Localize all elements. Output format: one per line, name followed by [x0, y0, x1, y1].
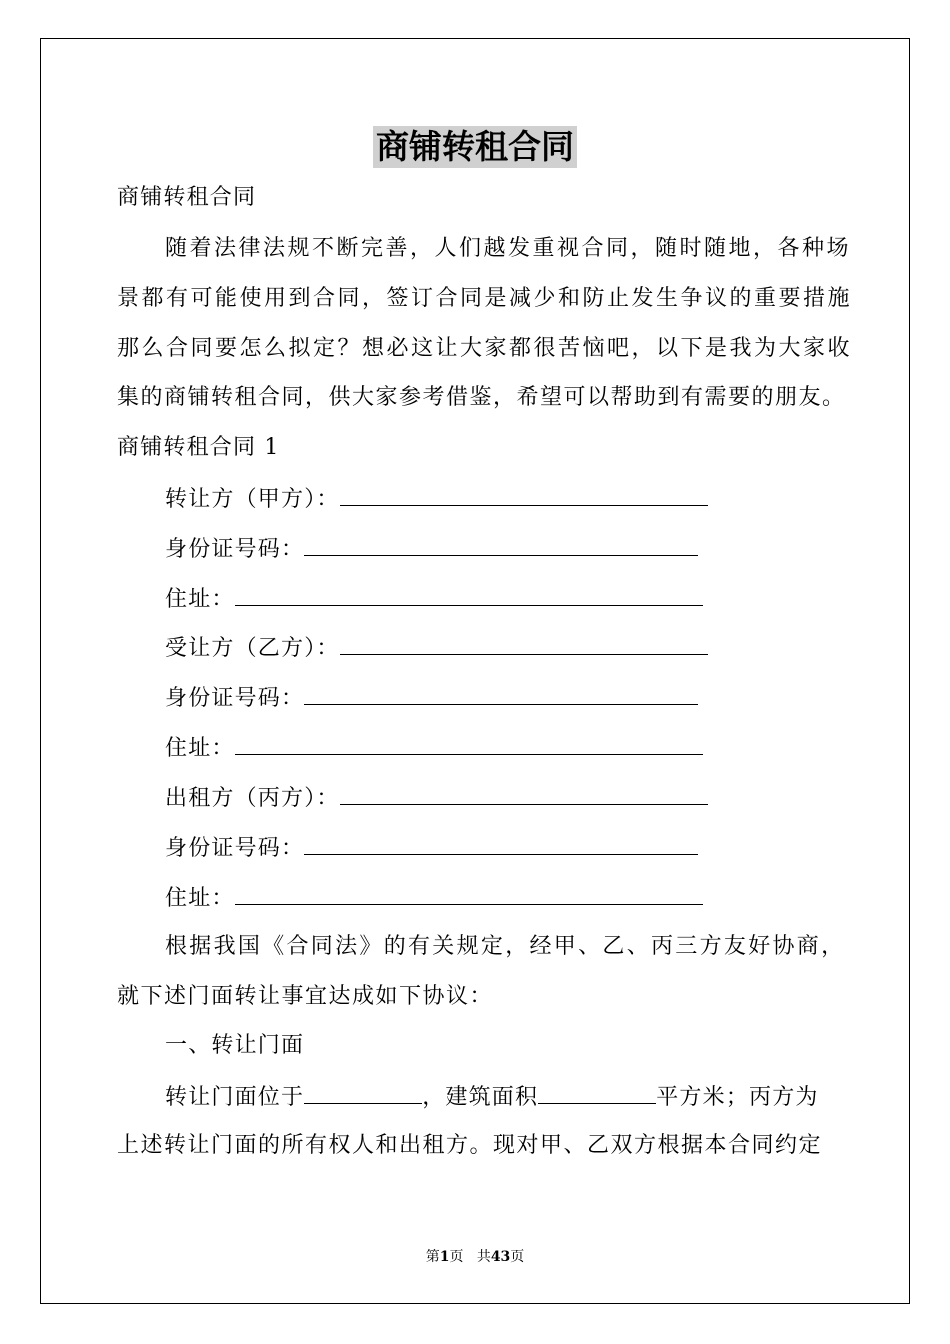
lessor-label: 出租方（丙方）：	[165, 786, 340, 811]
intro-text-1: 随着法律法规不断完善，人们越发重视合同，随时随地，各种场	[165, 236, 852, 261]
transferor-addr-blank[interactable]	[235, 583, 703, 606]
page-prefix: 第	[425, 1249, 440, 1265]
agreement-line-2: 就下述门面转让事宜达成如下协议：	[117, 984, 494, 1009]
lessor-id-blank[interactable]	[304, 832, 698, 855]
clause-part-1: 转让门面位于	[165, 1085, 305, 1110]
lessor-blank[interactable]	[340, 782, 708, 805]
transferee-addr-row	[165, 732, 703, 764]
transferee-id-blank[interactable]	[304, 682, 698, 705]
lessor-addr-row	[165, 882, 703, 914]
intro-line-3: 那么合同要怎么拟定？想必这让大家都很苦恼吧，以下是我为大家收	[117, 336, 853, 361]
transferee-id-row	[165, 682, 698, 714]
lessor-id-row	[165, 832, 698, 864]
area-blank[interactable]	[538, 1081, 656, 1104]
clause-part-2: ，建筑面积	[422, 1085, 539, 1110]
intro-line-2: 景都有可能使用到合同，签订合同是减少和防止发生争议的重要措施	[117, 286, 853, 311]
page-footer	[0, 1248, 950, 1266]
location-blank[interactable]	[304, 1081, 422, 1104]
total-suffix: 页	[510, 1249, 525, 1265]
transferor-addr-label: 住址：	[165, 587, 235, 612]
lessor-row	[165, 782, 708, 814]
document-subtitle: 商铺转租合同	[117, 185, 257, 210]
section-title: 商铺转租合同 1	[117, 435, 280, 460]
transferor-blank[interactable]	[340, 483, 708, 506]
transferee-addr-label: 住址：	[165, 736, 235, 761]
intro-line-4: 集的商铺转租合同，供大家参考借鉴，希望可以帮助到有需要的朋友。	[117, 385, 846, 410]
transferee-blank[interactable]	[340, 632, 708, 655]
document-title: 商铺转租合同	[373, 126, 577, 168]
transferor-id-blank[interactable]	[304, 533, 698, 556]
transferee-label: 受让方（乙方）：	[165, 636, 340, 661]
clause-part-3: 平方米；丙方为	[656, 1085, 819, 1110]
clause-heading: 一、转让门面	[165, 1033, 305, 1058]
agreement-line-1: 根据我国《合同法》的有关规定，经甲、乙、丙三方友好协商，	[165, 934, 846, 959]
transferor-row	[165, 483, 708, 515]
transferor-addr-row	[165, 583, 703, 615]
page-suffix: 页	[449, 1249, 464, 1265]
lessor-addr-label: 住址：	[165, 886, 235, 911]
page-border	[40, 38, 910, 1304]
clause-line-2: 上述转让门面的所有权人和出租方。现对甲、乙双方根据本合同约定	[117, 1133, 823, 1158]
transferee-id-label: 身份证号码：	[165, 686, 305, 711]
transferor-id-row	[165, 533, 698, 565]
lessor-addr-blank[interactable]	[235, 882, 703, 905]
page-number: 1	[439, 1249, 450, 1265]
total-prefix: 共	[476, 1249, 491, 1265]
transferor-id-label: 身份证号码：	[165, 537, 305, 562]
total-pages: 43	[490, 1249, 511, 1265]
title-container	[0, 126, 950, 168]
intro-line-1	[165, 234, 852, 264]
transferor-label: 转让方（甲方）：	[165, 487, 340, 512]
transferee-addr-blank[interactable]	[235, 732, 703, 755]
lessor-id-label: 身份证号码：	[165, 836, 305, 861]
clause-line-1	[165, 1081, 819, 1113]
transferee-row	[165, 632, 708, 664]
